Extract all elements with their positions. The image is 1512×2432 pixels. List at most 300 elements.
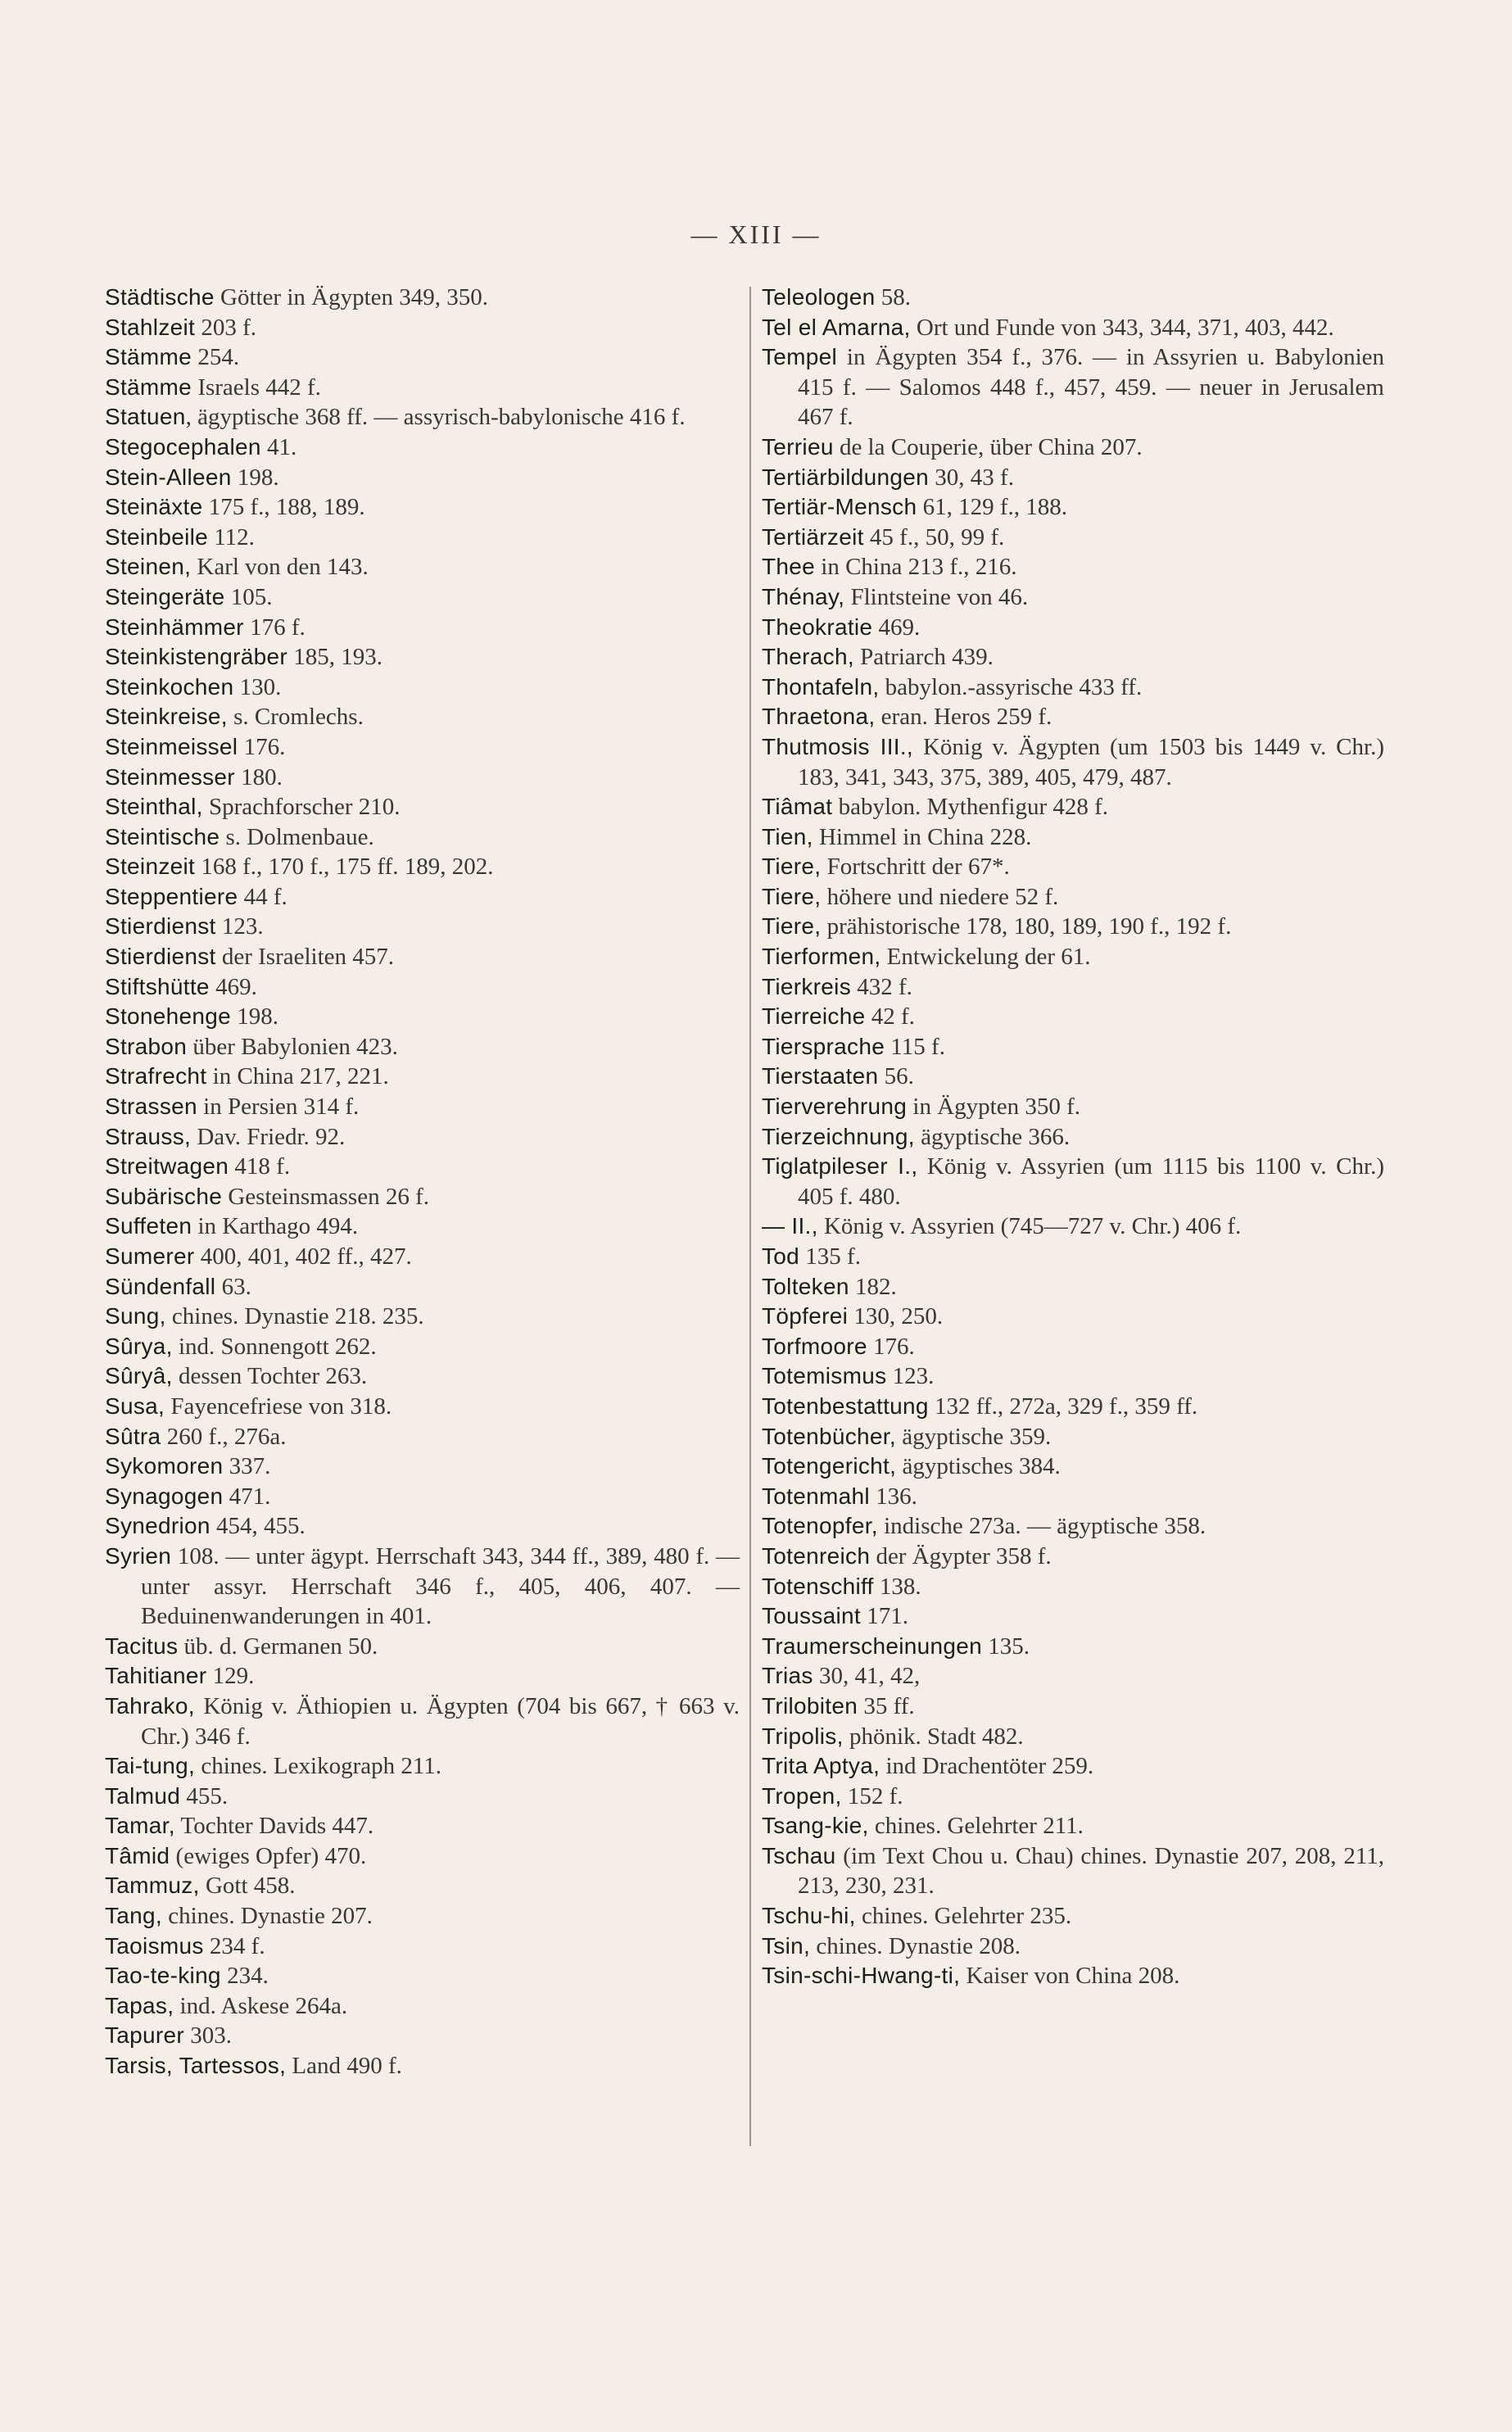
index-entry xyxy=(762,433,1384,463)
entry-references: Flintsteine von 46. xyxy=(844,583,1029,610)
entry-references: 260 f., 276a. xyxy=(161,1423,287,1450)
entry-references: 132 ff., 272a, 329 f., 359 ff. xyxy=(928,1393,1198,1420)
entry-headword: Stonehenge xyxy=(105,1003,232,1030)
entry-headword: Thénay, xyxy=(762,583,845,609)
entry-references: 454, 455. xyxy=(210,1513,306,1540)
entry-headword: Totenopfer, xyxy=(762,1513,878,1539)
entry-references: Fortschritt der 67*. xyxy=(821,854,1010,881)
index-entry xyxy=(762,1152,1384,1211)
entry-headword: Tang, xyxy=(105,1903,162,1929)
entry-references: 432 f. xyxy=(851,973,912,1000)
page-number: — XIII — xyxy=(690,220,822,249)
index-entry xyxy=(762,1511,1384,1542)
entry-references: 182. xyxy=(849,1273,897,1300)
entry-references: 234 f. xyxy=(203,1932,265,1959)
entry-headword: Tiere, xyxy=(762,883,822,909)
index-entry xyxy=(762,673,1384,703)
entry-references: Tochter Davids 447. xyxy=(174,1813,374,1840)
index-entry xyxy=(105,642,740,673)
index-entry xyxy=(762,1002,1384,1032)
index-entry xyxy=(762,1361,1384,1392)
entry-references: chines. Lexikograph 211. xyxy=(195,1753,442,1780)
entry-references: chines. Dynastie 207. xyxy=(162,1903,373,1930)
index-column-right xyxy=(762,283,1384,1991)
index-entry xyxy=(762,1932,1384,1962)
entry-references: 63. xyxy=(215,1273,251,1300)
index-entry xyxy=(762,1122,1384,1153)
index-entry xyxy=(762,1392,1384,1422)
entry-references: 135 f. xyxy=(799,1243,861,1270)
entry-references: 469. xyxy=(872,614,921,641)
entry-headword: Totenreich xyxy=(762,1542,871,1569)
index-entry xyxy=(762,523,1384,553)
entry-headword: Tiersprache xyxy=(762,1033,885,1059)
entry-headword: Tel el Amarna, xyxy=(762,314,911,340)
index-entry xyxy=(762,1332,1384,1362)
entry-headword: Sündenfall xyxy=(105,1273,216,1299)
entry-references: s. Dolmenbaue. xyxy=(220,823,374,850)
index-entry xyxy=(762,1482,1384,1512)
index-entry xyxy=(105,613,740,643)
entry-references: Gott 458. xyxy=(199,1873,296,1900)
entry-references: 185, 193. xyxy=(287,644,383,671)
entry-headword: Steinthal, xyxy=(105,794,203,820)
entry-headword: Tahitianer xyxy=(105,1663,207,1689)
entry-references: 129. xyxy=(206,1663,255,1690)
entry-references: Karl von den 143. xyxy=(191,554,369,581)
index-entry xyxy=(105,492,740,523)
entry-references: 123. xyxy=(215,913,264,940)
entry-references: ind. Askese 264a. xyxy=(174,1992,348,2019)
entry-headword: Thee xyxy=(762,554,816,580)
entry-headword: Tschu-hi, xyxy=(762,1903,856,1929)
entry-references: König v. Assyrien (um 1115 bis 1100 v. Chr.) 405 f. 480. xyxy=(798,1153,1384,1210)
entry-references: chines. Gelehrter 235. xyxy=(855,1903,1072,1930)
entry-headword: Steinzeit xyxy=(105,854,196,880)
entry-headword: Toussaint xyxy=(762,1603,861,1629)
index-entry xyxy=(105,523,740,553)
index-entry xyxy=(105,342,740,373)
entry-references: 469. xyxy=(209,973,257,1000)
entry-references: indische 273a. — ägyptische 358. xyxy=(877,1513,1206,1540)
entry-headword: Städtische xyxy=(105,284,215,310)
index-entry xyxy=(762,1062,1384,1092)
index-entry xyxy=(762,1811,1384,1841)
entry-headword: Talmud xyxy=(105,1782,181,1809)
entry-references: 337. xyxy=(223,1453,271,1480)
entry-headword: Tien, xyxy=(762,823,813,849)
index-entry xyxy=(105,763,740,793)
entry-headword: Trilobiten xyxy=(762,1692,858,1719)
entry-headword: Tapurer xyxy=(105,2022,185,2049)
entry-headword: Tai-tung, xyxy=(105,1753,196,1779)
entry-headword: Tsin-schi-Hwang-ti, xyxy=(762,1963,961,1989)
entry-references: 176. xyxy=(867,1333,915,1360)
entry-references: de la Couperie, über China 207. xyxy=(833,433,1143,460)
entry-references: 61, 129 f., 188. xyxy=(917,494,1068,521)
entry-references: 254. xyxy=(192,344,240,371)
entry-headword: Steinkochen xyxy=(105,673,234,700)
entry-references: Fayencefriese von 318. xyxy=(165,1393,392,1420)
entry-references: 130, 250. xyxy=(848,1303,944,1330)
index-entry xyxy=(105,1692,740,1751)
entry-references: 136. xyxy=(869,1483,917,1510)
index-entry xyxy=(105,1932,740,1962)
entry-headword: Steinmesser xyxy=(105,763,235,790)
index-entry xyxy=(105,792,740,822)
entry-headword: Theokratie xyxy=(762,614,873,640)
entry-headword: Steinbeile xyxy=(105,523,208,550)
entry-references: 418 f. xyxy=(229,1153,291,1180)
entry-headword: Stiftshütte xyxy=(105,973,210,999)
index-entry xyxy=(762,342,1384,433)
index-entry xyxy=(105,2021,740,2051)
index-entry xyxy=(105,882,740,913)
index-entry xyxy=(105,1841,740,1872)
entry-references: höhere und niedere 52 f. xyxy=(821,883,1059,910)
entry-headword: Subärische xyxy=(105,1183,223,1209)
index-entry xyxy=(762,1272,1384,1302)
entry-headword: Strassen xyxy=(105,1094,197,1120)
index-entry xyxy=(105,1991,740,2022)
entry-headword: Stämme xyxy=(105,344,192,370)
entry-headword: Stierdienst xyxy=(105,944,216,970)
entry-headword: Susa, xyxy=(105,1393,165,1419)
entry-references: über Babylonien 423. xyxy=(187,1033,398,1060)
entry-headword: Strafrecht xyxy=(105,1063,207,1089)
entry-references: 35 ff. xyxy=(858,1692,915,1719)
index-entry xyxy=(762,1572,1384,1602)
entry-headword: Traumerscheinungen xyxy=(762,1633,982,1659)
entry-references: Himmel in China 228. xyxy=(813,823,1032,850)
index-entry xyxy=(105,732,740,763)
index-entry xyxy=(105,1751,740,1782)
index-entry xyxy=(762,1961,1384,1991)
index-entry xyxy=(105,1122,740,1153)
index-entry xyxy=(762,1302,1384,1332)
entry-headword: Totenmahl xyxy=(762,1483,870,1509)
index-entry xyxy=(105,373,740,403)
index-entry xyxy=(762,582,1384,613)
index-entry xyxy=(105,552,740,582)
entry-references: 180. xyxy=(234,763,283,790)
entry-references: 115 f. xyxy=(885,1033,945,1060)
entry-headword: Totenbücher, xyxy=(762,1423,896,1449)
entry-references: chines. Dynastie 208. xyxy=(810,1932,1021,1959)
entry-headword: Tierkreis xyxy=(762,973,851,999)
index-entry xyxy=(762,1601,1384,1632)
index-entry xyxy=(105,1511,740,1542)
index-entry xyxy=(762,972,1384,1003)
entry-references: prähistorische 178, 180, 189, 190 f., 192 f. xyxy=(821,913,1232,940)
index-entry xyxy=(105,1332,740,1362)
entry-headword: Tod xyxy=(762,1243,800,1269)
entry-headword: Thutmosis III., xyxy=(762,733,914,759)
index-entry xyxy=(762,1661,1384,1692)
entry-headword: Strabon xyxy=(105,1033,188,1059)
index-entry xyxy=(762,1782,1384,1812)
entry-headword: Steinhämmer xyxy=(105,614,244,640)
index-entry xyxy=(762,313,1384,343)
entry-headword: Stein-Alleen xyxy=(105,464,232,490)
entry-references: ind Drachentöter 259. xyxy=(880,1753,1094,1780)
entry-references: Gesteinsmassen 26 f. xyxy=(222,1183,429,1210)
entry-references: König v. Ägypten (um 1503 bis 1449 v. Chr.) 183, 341, 343, 375, 389, 405, 479, 487. xyxy=(798,733,1384,790)
entry-headword: Tschau xyxy=(762,1842,836,1868)
index-entry xyxy=(105,1871,740,1901)
entry-headword: Tiâmat xyxy=(762,794,833,820)
entry-references: 176 f. xyxy=(243,614,306,641)
entry-references: , ägyptische 368 ff. — assyrisch-babylonische 416 f. xyxy=(185,404,686,431)
index-entry xyxy=(105,1361,740,1392)
entry-references: Dav. Friedr. 92. xyxy=(191,1123,346,1150)
entry-headword: Steingeräte xyxy=(105,583,225,609)
entry-references: in Karthago 494. xyxy=(192,1213,359,1240)
entry-references: dessen Tochter 263. xyxy=(172,1363,368,1390)
index-column-left xyxy=(105,283,740,2081)
index-entry xyxy=(762,822,1384,853)
index-entry xyxy=(762,1901,1384,1932)
index-entry xyxy=(762,1632,1384,1662)
entry-headword: Torfmoore xyxy=(762,1333,867,1359)
entry-references: Land 490 f. xyxy=(286,2053,402,2080)
entry-references: 56. xyxy=(878,1063,914,1090)
index-entry xyxy=(105,1152,740,1182)
index-entry xyxy=(762,1422,1384,1452)
index-entry xyxy=(105,1482,740,1512)
entry-references: Kaiser von China 208. xyxy=(960,1963,1180,1990)
entry-headword: Steinäxte xyxy=(105,494,203,520)
column-divider xyxy=(749,287,751,2146)
index-entry xyxy=(105,2051,740,2081)
index-entry xyxy=(762,613,1384,643)
index-entry xyxy=(105,1242,740,1272)
index-entry xyxy=(762,1032,1384,1062)
entry-headword: Tierstaaten xyxy=(762,1063,879,1089)
entry-references: 175 f., 188, 189. xyxy=(202,494,365,521)
index-entry xyxy=(105,852,740,882)
entry-headword: Tierverehrung xyxy=(762,1094,908,1120)
entry-references: 471. xyxy=(223,1483,271,1510)
index-entry xyxy=(105,1961,740,1991)
index-entry xyxy=(762,732,1384,792)
entry-headword: Tripolis, xyxy=(762,1723,844,1749)
entry-headword: Tsin, xyxy=(762,1932,811,1959)
entry-references: babylon. Mythenfigur 428 f. xyxy=(832,794,1109,821)
entry-headword: Töpferei xyxy=(762,1303,849,1329)
entry-references: 108. — unter ägypt. Herrschaft 343, 344 ff., 389, 480 f. — unter assyr. Herrschaft 346 f., 405, 406, 407. — Beduinenwanderungen in 401. xyxy=(141,1542,740,1630)
entry-headword: Sûtra xyxy=(105,1423,161,1449)
index-entry xyxy=(105,1811,740,1841)
index-entry xyxy=(105,1092,740,1122)
entry-references: in Ägypten 350 f. xyxy=(907,1094,1081,1121)
entry-headword: Stämme xyxy=(105,374,192,400)
entry-references: 171. xyxy=(861,1603,908,1630)
entry-references: in Ägypten 354 f., 376. — in Assyrien u. Babylonien 415 f. — Salomos 448 f., 457, 459. — neuer in Jerusalem 467 f. xyxy=(798,344,1384,431)
entry-headword: Totenschiff xyxy=(762,1573,874,1599)
entry-headword: Sûryâ, xyxy=(105,1363,173,1389)
entry-headword: Sung, xyxy=(105,1303,166,1329)
entry-headword: Synedrion xyxy=(105,1513,211,1539)
entry-headword: Tao-te-king xyxy=(105,1963,221,1989)
entry-references: phönik. Stadt 482. xyxy=(843,1723,1024,1750)
entry-references: 234. xyxy=(220,1963,269,1990)
entry-references: 135. xyxy=(981,1633,1030,1660)
entry-headword: Totenbestattung xyxy=(762,1393,929,1419)
entry-references: Ort und Funde von 343, 344, 371, 403, 442. xyxy=(910,314,1334,341)
entry-references: chines. Dynastie 218. 235. xyxy=(165,1303,424,1330)
entry-headword: Steppentiere xyxy=(105,883,238,909)
entry-references: in China 217, 221. xyxy=(206,1063,389,1090)
entry-headword: Stahlzeit xyxy=(105,314,196,340)
entry-headword: Statuen xyxy=(105,404,186,430)
index-entry xyxy=(762,642,1384,673)
entry-headword: Taoismus xyxy=(105,1932,204,1959)
entry-headword: Tarsis, Tartessos, xyxy=(105,2053,287,2079)
entry-headword: Tierreiche xyxy=(762,1003,866,1030)
entry-references: 130. xyxy=(233,673,282,700)
entry-references: Patriarch 439. xyxy=(853,644,994,671)
entry-headword: Tempel xyxy=(762,344,838,370)
entry-headword: Strauss, xyxy=(105,1123,192,1149)
entry-headword: Trita Aptya, xyxy=(762,1753,880,1779)
entry-headword: Tiere, xyxy=(762,913,822,940)
index-entry xyxy=(105,1062,740,1092)
entry-headword: Tiglatpileser I., xyxy=(762,1153,918,1180)
entry-headword: Tolteken xyxy=(762,1273,849,1299)
entry-headword: Totemismus xyxy=(762,1363,887,1389)
entry-headword: Suffeten xyxy=(105,1213,192,1239)
index-entry xyxy=(762,702,1384,732)
index-entry xyxy=(762,492,1384,523)
index-entry xyxy=(762,1542,1384,1572)
index-entry xyxy=(105,1632,740,1662)
entry-headword: Tsang-kie, xyxy=(762,1813,869,1839)
entry-headword: Tacitus xyxy=(105,1633,179,1659)
index-entry xyxy=(105,673,740,703)
index-entry xyxy=(762,1242,1384,1272)
entry-headword: Tammuz, xyxy=(105,1873,200,1899)
index-entry xyxy=(105,463,740,493)
entry-references: König v. Assyrien (745—727 v. Chr.) 406 f. xyxy=(817,1213,1242,1240)
entry-headword: Tâmid xyxy=(105,1842,170,1868)
index-entry xyxy=(105,1211,740,1242)
entry-references: König v. Äthiopien u. Ägypten (704 bis 667, † 663 v. Chr.) 346 f. xyxy=(141,1692,740,1750)
entry-references: 152 f. xyxy=(841,1782,903,1809)
entry-references: in China 213 f., 216. xyxy=(815,554,1017,581)
entry-references: üb. d. Germanen 50. xyxy=(178,1633,378,1660)
entry-references: ägyptische 366. xyxy=(914,1123,1071,1150)
index-entry xyxy=(762,1692,1384,1722)
entry-references: 455. xyxy=(180,1782,229,1809)
entry-references: Israels 442 f. xyxy=(192,374,321,401)
index-entry xyxy=(762,852,1384,882)
entry-references: 203 f. xyxy=(195,314,257,341)
index-entry xyxy=(762,792,1384,822)
index-entry xyxy=(105,1661,740,1692)
entry-references: Götter in Ägypten 349, 350. xyxy=(214,284,489,310)
entry-headword: Thraetona, xyxy=(762,704,876,730)
entry-references: babylon.-assyrische 433 ff. xyxy=(879,673,1143,700)
entry-headword: Tierformen, xyxy=(762,944,881,970)
entry-headword: Therach, xyxy=(762,644,854,670)
entry-headword: Tertiär-Mensch xyxy=(762,494,917,520)
index-entry xyxy=(762,1092,1384,1122)
index-entry xyxy=(762,882,1384,913)
entry-headword: Tapas, xyxy=(105,1992,174,2018)
index-entry xyxy=(105,1452,740,1482)
index-entry xyxy=(105,283,740,313)
entry-references: 303. xyxy=(184,2022,233,2049)
entry-headword: Steintische xyxy=(105,823,220,849)
entry-references: 41. xyxy=(260,433,297,460)
entry-headword: Sûrya, xyxy=(105,1333,173,1359)
entry-headword: Tertiärzeit xyxy=(762,523,864,550)
index-entry xyxy=(105,1032,740,1062)
index-entry xyxy=(105,942,740,972)
index-entry xyxy=(105,313,740,343)
index-entry xyxy=(762,942,1384,972)
entry-references: 30, 43 f. xyxy=(929,464,1014,491)
entry-references: s. Cromlechs. xyxy=(227,704,364,731)
index-entry xyxy=(105,1542,740,1632)
entry-headword: Synagogen xyxy=(105,1483,224,1509)
entry-references: 44 f. xyxy=(238,883,287,910)
entry-headword: Trias xyxy=(762,1663,813,1689)
entry-references: 176. xyxy=(238,733,286,760)
entry-references: der Israeliten 457. xyxy=(215,944,395,971)
entry-headword: Teleologen xyxy=(762,284,876,310)
entry-headword: Terrieu xyxy=(762,433,834,460)
entry-references: ind. Sonnengott 262. xyxy=(172,1333,377,1360)
entry-references: in Persien 314 f. xyxy=(197,1094,360,1121)
entry-headword: Syrien xyxy=(105,1542,172,1569)
entry-headword: Stegocephalen xyxy=(105,433,261,460)
entry-headword: Totengericht, xyxy=(762,1453,897,1479)
index-entry xyxy=(762,1722,1384,1752)
entry-references: 42 f. xyxy=(865,1003,915,1030)
entry-headword: Streitwagen xyxy=(105,1153,229,1180)
entry-references: 138. xyxy=(873,1573,921,1600)
entry-headword: Steinkreise, xyxy=(105,704,228,730)
entry-references: 400, 401, 402 ff., 427. xyxy=(194,1243,412,1270)
entry-references: 123. xyxy=(886,1363,935,1390)
entry-references: 45 f., 50, 99 f. xyxy=(863,523,1005,550)
entry-headword: Tahrako, xyxy=(105,1692,195,1719)
entry-references: 168 f., 170 f., 175 ff. 189, 202. xyxy=(195,854,494,881)
entry-headword: Tropen, xyxy=(762,1782,842,1809)
entry-headword: Steinmeissel xyxy=(105,733,238,759)
entry-references: 112. xyxy=(207,523,255,550)
entry-headword: Thontafeln, xyxy=(762,673,880,700)
index-entry xyxy=(762,1452,1384,1482)
index-entry xyxy=(762,1751,1384,1782)
index-entry xyxy=(105,433,740,463)
entry-references: chines. Gelehrter 211. xyxy=(868,1813,1084,1840)
index-entry xyxy=(105,702,740,732)
index-entry xyxy=(762,283,1384,313)
entry-headword: Stierdienst xyxy=(105,913,216,940)
entry-references: ägyptisches 384. xyxy=(896,1453,1061,1480)
entry-headword: Tamar, xyxy=(105,1813,175,1839)
index-entry xyxy=(762,1211,1384,1242)
entry-references: Entwickelung der 61. xyxy=(880,944,1091,971)
entry-headword: Steinkistengräber xyxy=(105,644,288,670)
index-entry xyxy=(105,1182,740,1212)
index-entry xyxy=(105,822,740,853)
entry-headword: — II., xyxy=(762,1213,818,1239)
entry-references: 198. xyxy=(231,464,279,491)
